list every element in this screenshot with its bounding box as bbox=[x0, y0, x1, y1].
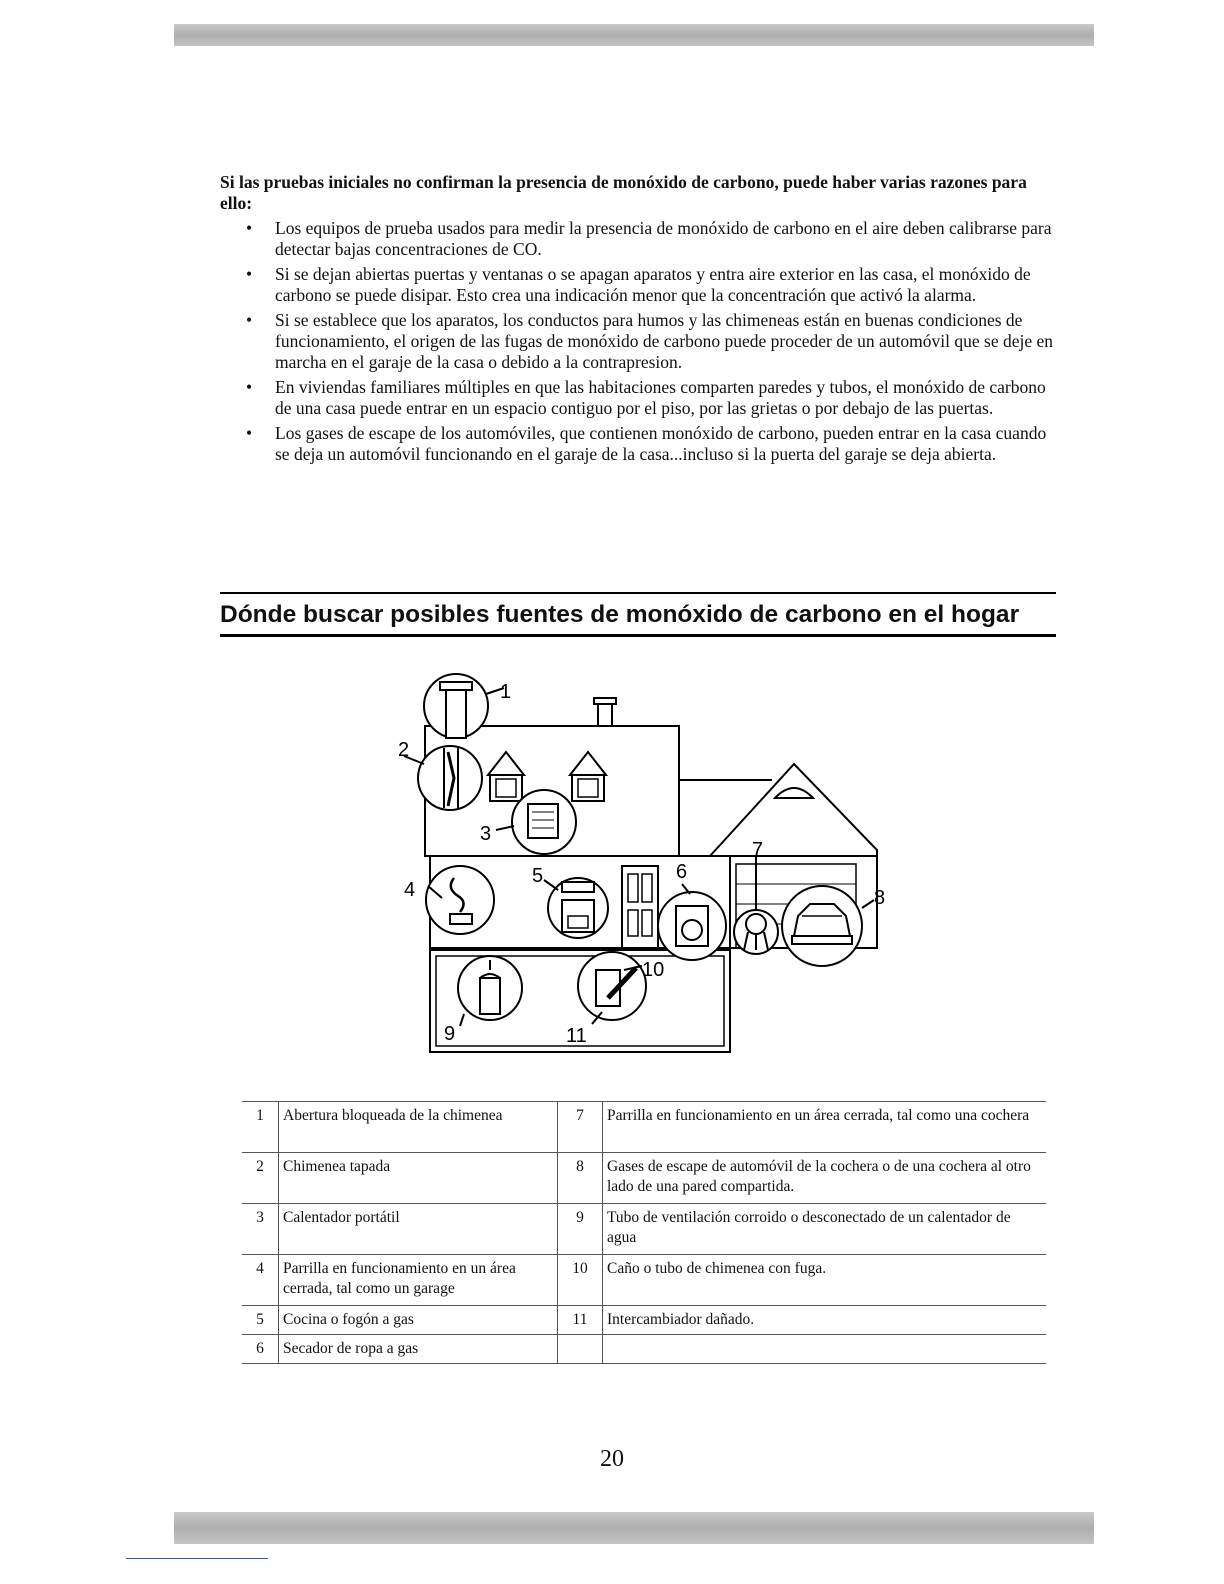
legend-number: 8 bbox=[558, 1153, 603, 1204]
chimney-cap-right bbox=[594, 698, 616, 704]
list-item-text: En viviendas familiares múltiples en que las habitaciones comparten paredes y tubos, el monóxido de carbono de una casa puede entrar en un espacio contiguo por el piso, por las grietas o por debajo de las puertas. bbox=[275, 377, 1046, 418]
legend-number: 7 bbox=[558, 1102, 603, 1153]
chimney-right bbox=[598, 704, 612, 726]
list-item bbox=[220, 377, 1060, 419]
list-item-text: Si se dejan abiertas puertas y ventanas o se apagan aparatos y entra aire exterior en las casa, el monóxido de carbono se puede disipar. Esto crea una indicación menor que la concentración que activó la alarma. bbox=[275, 264, 1031, 305]
callout-chimney-opening bbox=[424, 674, 504, 738]
link-underline bbox=[126, 1558, 268, 1559]
callout-number: 4 bbox=[404, 879, 416, 901]
legend-number: 3 bbox=[242, 1204, 279, 1255]
callout-number: 2 bbox=[398, 739, 410, 761]
table-row bbox=[242, 1153, 1046, 1204]
intro-section bbox=[220, 172, 1060, 469]
list-item bbox=[220, 218, 1060, 260]
callout-gas-dryer bbox=[658, 884, 726, 960]
gable-vent-icon bbox=[775, 788, 813, 798]
callout-number: 11 bbox=[566, 1025, 587, 1047]
legend-table bbox=[242, 1101, 1046, 1364]
list-item bbox=[220, 264, 1060, 306]
list-item-text: Los equipos de prueba usados para medir la presencia de monóxido de carbono en el aire deben calibrarse para detectar bajas concentraciones de CO. bbox=[275, 218, 1052, 259]
legend-description: Cocina o fogón a gas bbox=[279, 1306, 558, 1335]
callout-number: 1 bbox=[500, 681, 512, 703]
legend-description: Caño o tubo de chimenea con fuga. bbox=[603, 1255, 1047, 1306]
callout-grill-indoor bbox=[426, 866, 494, 934]
heading-rule-bottom bbox=[220, 634, 1056, 637]
table-row bbox=[242, 1306, 1046, 1335]
list-item bbox=[220, 310, 1060, 373]
callout-number: 5 bbox=[532, 865, 544, 887]
legend-description: Intercambiador dañado. bbox=[603, 1306, 1047, 1335]
legend-description: Secador de ropa a gas bbox=[279, 1335, 558, 1364]
callout-gas-stove bbox=[544, 878, 608, 938]
heading-rule-top bbox=[220, 592, 1056, 594]
legend-description: Calentador portátil bbox=[279, 1204, 558, 1255]
legend-description: Tubo de ventilación corroido o desconectado de un calentador de agua bbox=[603, 1204, 1047, 1255]
dormer-window-icon bbox=[488, 752, 524, 801]
bullet-icon: • bbox=[246, 218, 253, 238]
callout-number: 8 bbox=[874, 887, 886, 909]
callout-car-exhaust bbox=[782, 886, 874, 966]
table-row bbox=[242, 1335, 1046, 1364]
callout-number: 10 bbox=[642, 959, 665, 981]
legend-number: 6 bbox=[242, 1335, 279, 1364]
callout-chimney-pipe bbox=[578, 952, 646, 1024]
callout-water-heater bbox=[458, 956, 522, 1026]
intro-lead: Si las pruebas iniciales no confirman la presencia de monóxido de carbono, puede haber varias razones para ello: bbox=[220, 172, 1027, 213]
list-item-text: Si se establece que los aparatos, los conductos para humos y las chimeneas están en buenas condiciones de funcionamiento, el origen de las fugas de monóxido de carbono puede proceder de un automóvil que se deje en marcha en el garaje de la casa o debido a la contrapresion. bbox=[275, 310, 1054, 372]
list-item bbox=[220, 423, 1060, 465]
section-heading: Dónde buscar posibles fuentes de monóxido de carbono en el hogar bbox=[220, 601, 1020, 628]
table-row bbox=[242, 1204, 1046, 1255]
legend-description: Chimenea tapada bbox=[279, 1153, 558, 1204]
legend-number: 9 bbox=[558, 1204, 603, 1255]
reasons-list bbox=[220, 218, 1060, 465]
legend-number: 11 bbox=[558, 1306, 603, 1335]
legend-number: 10 bbox=[558, 1255, 603, 1306]
legend-description bbox=[603, 1335, 1047, 1364]
top-gray-bar bbox=[174, 24, 1094, 46]
legend-number: 1 bbox=[242, 1102, 279, 1153]
bullet-icon: • bbox=[246, 377, 253, 397]
page-number: 20 bbox=[600, 1446, 624, 1472]
dormer-window-icon bbox=[570, 752, 606, 801]
table-row bbox=[242, 1102, 1046, 1153]
callout-chimney-flue bbox=[404, 746, 482, 810]
bottom-gray-bar bbox=[174, 1512, 1094, 1544]
bullet-icon: • bbox=[246, 264, 253, 284]
bullet-icon: • bbox=[246, 310, 253, 330]
callout-number: 9 bbox=[444, 1023, 456, 1045]
house-diagram bbox=[380, 660, 900, 1060]
bullet-icon: • bbox=[246, 423, 253, 443]
callout-number: 3 bbox=[480, 823, 492, 845]
garage-gable bbox=[710, 764, 877, 856]
legend-description: Gases de escape de automóvil de la cochera o de una cochera al otro lado de una pared compartida. bbox=[603, 1153, 1047, 1204]
callout-number: 7 bbox=[752, 839, 764, 861]
callout-number: 6 bbox=[676, 861, 688, 883]
legend-description: Parrilla en funcionamiento en un área cerrada, tal como una cochera bbox=[603, 1102, 1047, 1153]
legend-description: Parrilla en funcionamiento en un área cerrada, tal como un garage bbox=[279, 1255, 558, 1306]
legend-number: 4 bbox=[242, 1255, 279, 1306]
list-item-text: Los gases de escape de los automóviles, que contienen monóxido de carbono, pueden entrar en la casa cuando se deja un automóvil funcionando en el garaje de la casa...incluso si la puerta del garaje se deja abierta. bbox=[275, 423, 1047, 464]
legend-number bbox=[558, 1335, 603, 1364]
table-row bbox=[242, 1255, 1046, 1306]
legend-number: 2 bbox=[242, 1153, 279, 1204]
callout-grill-garage bbox=[734, 856, 778, 954]
legend-number: 5 bbox=[242, 1306, 279, 1335]
callout-space-heater bbox=[496, 790, 576, 854]
legend-description: Abertura bloqueada de la chimenea bbox=[279, 1102, 558, 1153]
